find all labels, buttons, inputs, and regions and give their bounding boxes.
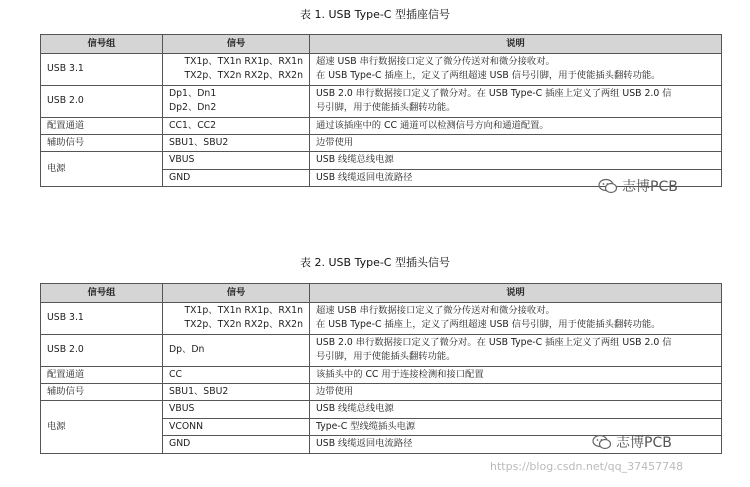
cell-description <box>310 117 722 134</box>
cell-signal <box>163 401 310 418</box>
table-row <box>41 366 722 383</box>
table-row <box>41 85 722 117</box>
desc-line: 超速 USB 串行数据接口定义了微分传送对和微分接收对。 <box>316 56 555 67</box>
signal-line: Dp1、Dn1 <box>169 87 217 99</box>
cell-signal <box>163 366 310 383</box>
watermark-text: 志博PCB <box>622 179 678 195</box>
header-description: 说明 <box>310 284 722 303</box>
cell-group: USB 2.0 <box>41 334 163 366</box>
cell-description <box>310 384 722 401</box>
header-signal: 信号 <box>163 35 310 54</box>
signal-line: SBU1、SBU2 <box>169 386 229 398</box>
table-row <box>41 303 722 335</box>
cell-description <box>310 366 722 383</box>
signal-line: SBU1、SBU2 <box>169 137 229 149</box>
cell-signal <box>163 303 310 335</box>
cell-description <box>310 303 722 335</box>
cell-signal <box>163 85 310 117</box>
signal-line: VCONN <box>169 420 204 432</box>
brand-watermark <box>598 176 678 196</box>
cell-signal <box>163 152 310 169</box>
receptacle-signal-table <box>40 34 722 187</box>
desc-line: USB 线缆总线电源 <box>316 403 394 415</box>
wechat-icon <box>592 434 612 450</box>
cell-description <box>310 85 722 117</box>
cell-description <box>310 135 722 152</box>
cell-description <box>310 152 722 169</box>
table-row <box>41 152 722 169</box>
cell-signal <box>163 334 310 366</box>
signal-line: TX2p、TX2n RX2p、RX2n <box>184 319 303 331</box>
cell-group: 配置通道 <box>41 366 163 383</box>
cell-description <box>310 401 722 418</box>
desc-line: 在 USB Type-C 插座上，定义了两组超速 USB 信号引脚，用于使能插头翻转功能。 <box>316 319 661 331</box>
desc-line: Type-C 型线缆插头电源 <box>316 420 416 432</box>
cell-group: 配置通道 <box>41 117 163 134</box>
cell-signal <box>163 54 310 86</box>
table-header-row <box>41 284 722 303</box>
desc-line: USB 线缆总线电源 <box>316 154 394 166</box>
table-row <box>41 334 722 366</box>
cell-description <box>310 54 722 86</box>
table2-caption: 表 2. USB Type-C 型插头信号 <box>300 256 450 269</box>
cell-signal <box>163 418 310 435</box>
signal-line: VBUS <box>169 154 195 166</box>
desc-line: 通过该插座中的 CC 通道可以检测信号方向和通道配置。 <box>316 119 549 131</box>
desc-line: USB 2.0 串行数据接口定义了微分对。在 USB Type-C 插座上定义了两组 USB 2.0 信 <box>316 87 672 99</box>
header-signal-group: 信号组 <box>41 284 163 303</box>
desc-line: 该插头中的 CC 用于连接检测和接口配置 <box>316 368 484 380</box>
signal-line: TX1p、TX1n RX1p、RX1n <box>184 305 303 316</box>
wechat-icon <box>598 178 618 194</box>
desc-line: 边带使用 <box>316 386 354 398</box>
signal-line: GND <box>169 171 191 183</box>
cell-signal <box>163 117 310 134</box>
table-row <box>41 117 722 134</box>
cell-group: 电源 <box>41 401 163 453</box>
signal-line: TX2p、TX2n RX2p、RX2n <box>184 70 303 82</box>
desc-line: USB 2.0 串行数据接口定义了微分对。在 USB Type-C 插座上定义了两组 USB 2.0 信 <box>316 336 672 348</box>
cell-signal <box>163 384 310 401</box>
table-row <box>41 384 722 401</box>
desc-line: USB 线缆返回电流路径 <box>316 438 413 450</box>
cell-group: USB 2.0 <box>41 85 163 117</box>
table-row <box>41 54 722 86</box>
desc-line: 号引脚，用于使能插头翻转功能。 <box>316 351 456 363</box>
plug-signal-table <box>40 283 722 454</box>
desc-line: 边带使用 <box>316 137 354 149</box>
header-signal-group: 信号组 <box>41 35 163 54</box>
signal-line: CC <box>169 368 182 380</box>
header-signal: 信号 <box>163 284 310 303</box>
signal-line: VBUS <box>169 403 195 415</box>
desc-line: 在 USB Type-C 插座上，定义了两组超速 USB 信号引脚，用于使能插头翻转功能。 <box>316 70 661 82</box>
cell-signal <box>163 169 310 186</box>
table-row <box>41 135 722 152</box>
header-description: 说明 <box>310 35 722 54</box>
signal-line: Dp2、Dn2 <box>169 102 217 114</box>
desc-line: 超速 USB 串行数据接口定义了微分传送对和微分接收对。 <box>316 305 555 316</box>
cell-group: USB 3.1 <box>41 303 163 335</box>
signal-line: CC1、CC2 <box>169 119 217 131</box>
signal-line: GND <box>169 438 191 450</box>
table-header-row <box>41 35 722 54</box>
signal-line: Dp、Dn <box>169 344 205 356</box>
cell-group: 辅助信号 <box>41 135 163 152</box>
table-row <box>41 401 722 418</box>
watermark-text: 志博PCB <box>616 435 672 451</box>
signal-line: TX1p、TX1n RX1p、RX1n <box>184 56 303 67</box>
desc-line: USB 线缆返回电流路径 <box>316 171 413 183</box>
cell-group: 电源 <box>41 152 163 187</box>
cell-group: 辅助信号 <box>41 384 163 401</box>
cell-signal <box>163 436 310 453</box>
cell-description <box>310 334 722 366</box>
brand-watermark <box>592 432 672 452</box>
cell-signal <box>163 135 310 152</box>
url-watermark: https://blog.csdn.net/qq_37457748 <box>490 460 684 473</box>
desc-line: 号引脚，用于使能插头翻转功能。 <box>316 102 456 114</box>
cell-group: USB 3.1 <box>41 54 163 86</box>
table1-caption: 表 1. USB Type-C 型插座信号 <box>300 8 450 21</box>
